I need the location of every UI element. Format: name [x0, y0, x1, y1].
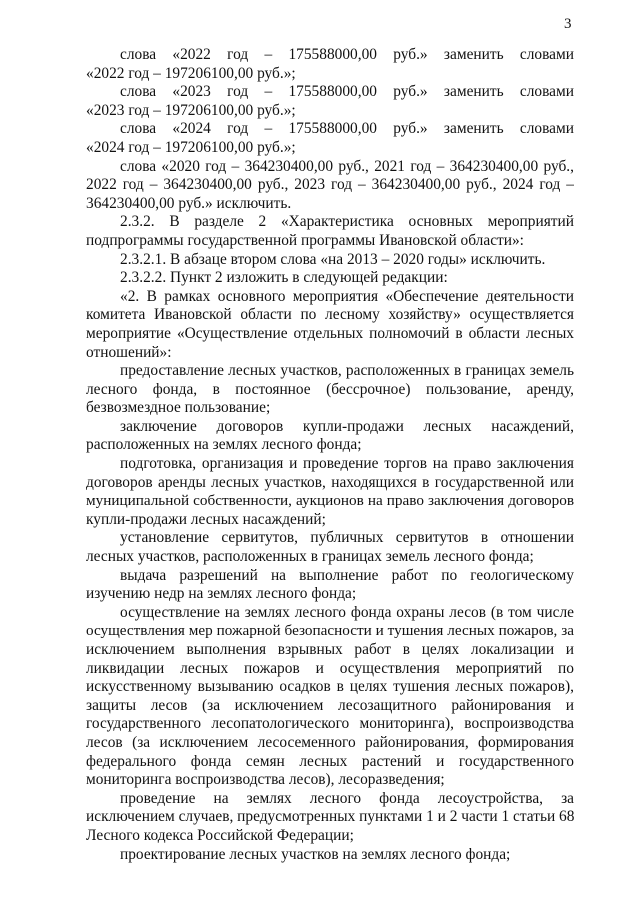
text-line: 2022 год – 364230400,00 руб., 2023 год – 364230400,00 руб., 2024 год –	[86, 176, 574, 194]
text-line: проектирование лесных участков на землях лесного фонда;	[120, 845, 511, 863]
text-line: установление сервитутов, публичных сервитутов в отношении	[120, 529, 574, 547]
text-line: осуществление на землях лесного фонда охраны лесов (в том числе	[120, 603, 574, 621]
text-line: ликвидации лесных пожаров и осуществления мероприятий по	[86, 659, 574, 677]
text-line: заключение договоров купли-продажи лесных насаждений,	[120, 417, 574, 435]
text-line: предоставление лесных участков, расположенных в границах земель	[120, 362, 574, 380]
text-line: слова «2024 год – 175588000,00 руб.» заменить словами	[120, 120, 574, 138]
text-line: осуществления мер пожарной безопасности и тушения лесных пожаров, за	[86, 622, 574, 640]
text-line: искусственному вызыванию осадков в целях тушения лесных пожаров),	[86, 678, 574, 696]
text-line: 2.3.2. В разделе 2 «Характеристика основных мероприятий	[120, 213, 574, 231]
text-line: мониторинга воспроизводства лесов), лесоразведения;	[86, 771, 445, 789]
text-line: муниципальной собственности, аукционов на право заключения договоров	[86, 492, 574, 510]
page-number: 3	[564, 16, 572, 32]
text-line: мероприятие «Осуществление отдельных полномочий в области лесных	[86, 324, 574, 342]
text-line: подпрограммы государственной программы Ивановской области»:	[86, 231, 524, 249]
text-line: купли-продажи лесных насаждений;	[86, 510, 326, 528]
text-line: государственного лесопатологического мониторинга), воспроизводства	[86, 715, 574, 733]
text-line: Лесного кодекса Российской Федерации;	[86, 826, 354, 844]
document-body	[86, 46, 574, 864]
text-line: договоров аренды лесных участков, находящихся в государственной или	[86, 473, 574, 491]
text-line: слова «2020 год – 364230400,00 руб., 2021 год – 364230400,00 руб.,	[120, 157, 574, 175]
text-line: защиты лесов (за исключением лесозащитного районирования и	[86, 696, 574, 714]
text-line: федерального фонда семян лесных растений и государственного	[86, 752, 574, 770]
text-line: исключением случаев, предусмотренных пунктами 1 и 2 части 1 статьи 68	[86, 808, 574, 826]
text-line: «2022 год – 197206100,00 руб.»;	[86, 64, 296, 82]
text-line: «2023 год – 197206100,00 руб.»;	[86, 101, 296, 119]
text-line: выдача разрешений на выполнение работ по геологическому	[120, 566, 574, 584]
text-line: исключением выполнения взрывных работ в целях локализации и	[86, 641, 574, 658]
text-line: лесного фонда, в постоянное (бессрочное) пользование, аренду,	[86, 380, 574, 398]
text-line: безвозмездное пользование;	[86, 399, 271, 417]
text-line: «2. В рамках основного мероприятия «Обеспечение деятельности	[120, 287, 574, 305]
text-line: слова «2022 год – 175588000,00 руб.» заменить словами	[120, 46, 574, 63]
text-line: 2.3.2.1. В абзаце втором слова «на 2013 – 2020 годы» исключить.	[120, 250, 546, 268]
text-line: проведение на землях лесного фонда лесоустройства, за	[120, 789, 574, 807]
text-line: отношений»:	[86, 343, 172, 361]
text-line: лесов (за исключением лесосеменного районирования, формирования	[86, 733, 574, 751]
text-line: 364230400,00 руб.» исключить.	[86, 194, 292, 212]
text-line: комитета Ивановской области по лесному хозяйству» осуществляется	[86, 306, 574, 324]
text-line: лесных участков, расположенных в границах земель лесного фонда;	[86, 548, 534, 566]
text-line: 2.3.2.2. Пункт 2 изложить в следующей редакции:	[120, 269, 448, 287]
text-line: изучению недр на землях лесного фонда;	[86, 585, 357, 603]
text-line: расположенных на землях лесного фонда;	[86, 436, 362, 454]
text-line: слова «2023 год – 175588000,00 руб.» заменить словами	[120, 83, 574, 101]
text-line: подготовка, организация и проведение торгов на право заключения	[120, 455, 574, 473]
text-line: «2024 год – 197206100,00 руб.»;	[86, 138, 296, 156]
